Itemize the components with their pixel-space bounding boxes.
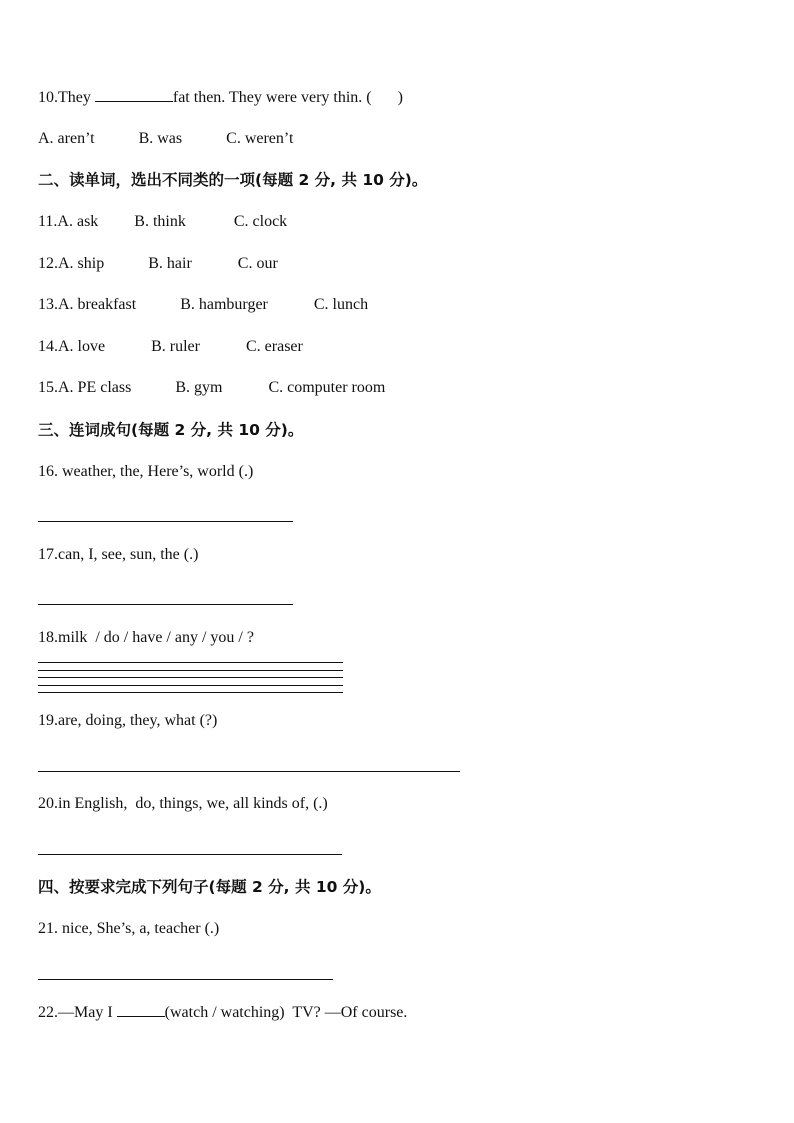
option-c[interactable]: C. clock <box>233 213 288 230</box>
answer-line[interactable] <box>38 521 293 522</box>
section-2-title: 二、读单词，选出不同类的一项(每题 2 分, 共 10 分)。 <box>38 171 428 189</box>
question-22 <box>38 1002 407 1023</box>
option-a[interactable]: A. love <box>58 338 106 355</box>
question-10-text-end: fat then. They were very thin. ( <box>172 89 372 106</box>
question-13 <box>38 295 368 315</box>
option-c[interactable]: C. eraser <box>245 338 303 355</box>
section-4-title: 四、按要求完成下列句子(每题 2 分, 共 10 分)。 <box>38 878 381 896</box>
question-number: 14. <box>38 338 58 355</box>
answer-line[interactable] <box>38 771 460 772</box>
question-18: 18.milk / do / have / any / you / ? <box>38 629 254 646</box>
option-a[interactable]: A. ship <box>58 255 105 272</box>
answer-blank[interactable] <box>95 87 173 102</box>
option-b[interactable]: B. ruler <box>151 338 200 355</box>
answer-line[interactable] <box>38 670 343 671</box>
question-15 <box>38 378 385 398</box>
answer-line[interactable] <box>38 662 343 663</box>
answer-line[interactable] <box>38 604 293 605</box>
option-c[interactable]: C. lunch <box>313 296 369 313</box>
question-22-text-end: (watch / watching) TV? —Of course. <box>164 1004 408 1021</box>
option-a[interactable]: A. aren’t <box>38 130 95 147</box>
option-a[interactable]: A. ask <box>57 213 99 230</box>
answer-paren-close: ) <box>397 89 403 106</box>
option-b[interactable]: B. was <box>138 130 183 147</box>
answer-line[interactable] <box>38 677 343 678</box>
option-b[interactable]: B. think <box>134 213 186 230</box>
question-10 <box>38 87 403 108</box>
answer-line[interactable] <box>38 854 342 855</box>
question-number: 13. <box>38 296 58 313</box>
question-10-options <box>38 129 293 149</box>
answer-line[interactable] <box>38 979 333 980</box>
question-21: 21. nice, She’s, a, teacher (.) <box>38 920 220 937</box>
question-19: 19.are, doing, they, what (?) <box>38 712 218 729</box>
option-c[interactable]: C. computer room <box>268 379 386 396</box>
question-number: 15. <box>38 379 58 396</box>
question-number: 12. <box>38 255 58 272</box>
question-10-text-start: 10.They <box>38 89 95 106</box>
question-16: 16. weather, the, Here’s, world (.) <box>38 463 254 480</box>
option-a[interactable]: A. PE class <box>58 379 132 396</box>
option-b[interactable]: B. hair <box>148 255 192 272</box>
answer-blank[interactable] <box>117 1002 165 1017</box>
option-a[interactable]: A. breakfast <box>58 296 137 313</box>
option-c[interactable]: C. our <box>237 255 278 272</box>
question-14 <box>38 337 303 357</box>
question-20: 20.in English, do, things, we, all kinds of, (.) <box>38 795 328 812</box>
question-11 <box>38 212 287 232</box>
question-17: 17.can, I, see, sun, the (.) <box>38 546 199 563</box>
question-12 <box>38 254 278 274</box>
option-b[interactable]: B. gym <box>175 379 223 396</box>
question-number: 11. <box>38 213 58 230</box>
answer-line[interactable] <box>38 692 343 693</box>
question-22-text-start: 22.—May I <box>38 1004 117 1021</box>
answer-line[interactable] <box>38 685 343 686</box>
option-b[interactable]: B. hamburger <box>180 296 268 313</box>
option-c[interactable]: C. weren’t <box>226 130 294 147</box>
section-3-title: 三、连词成句(每题 2 分, 共 10 分)。 <box>38 421 304 439</box>
